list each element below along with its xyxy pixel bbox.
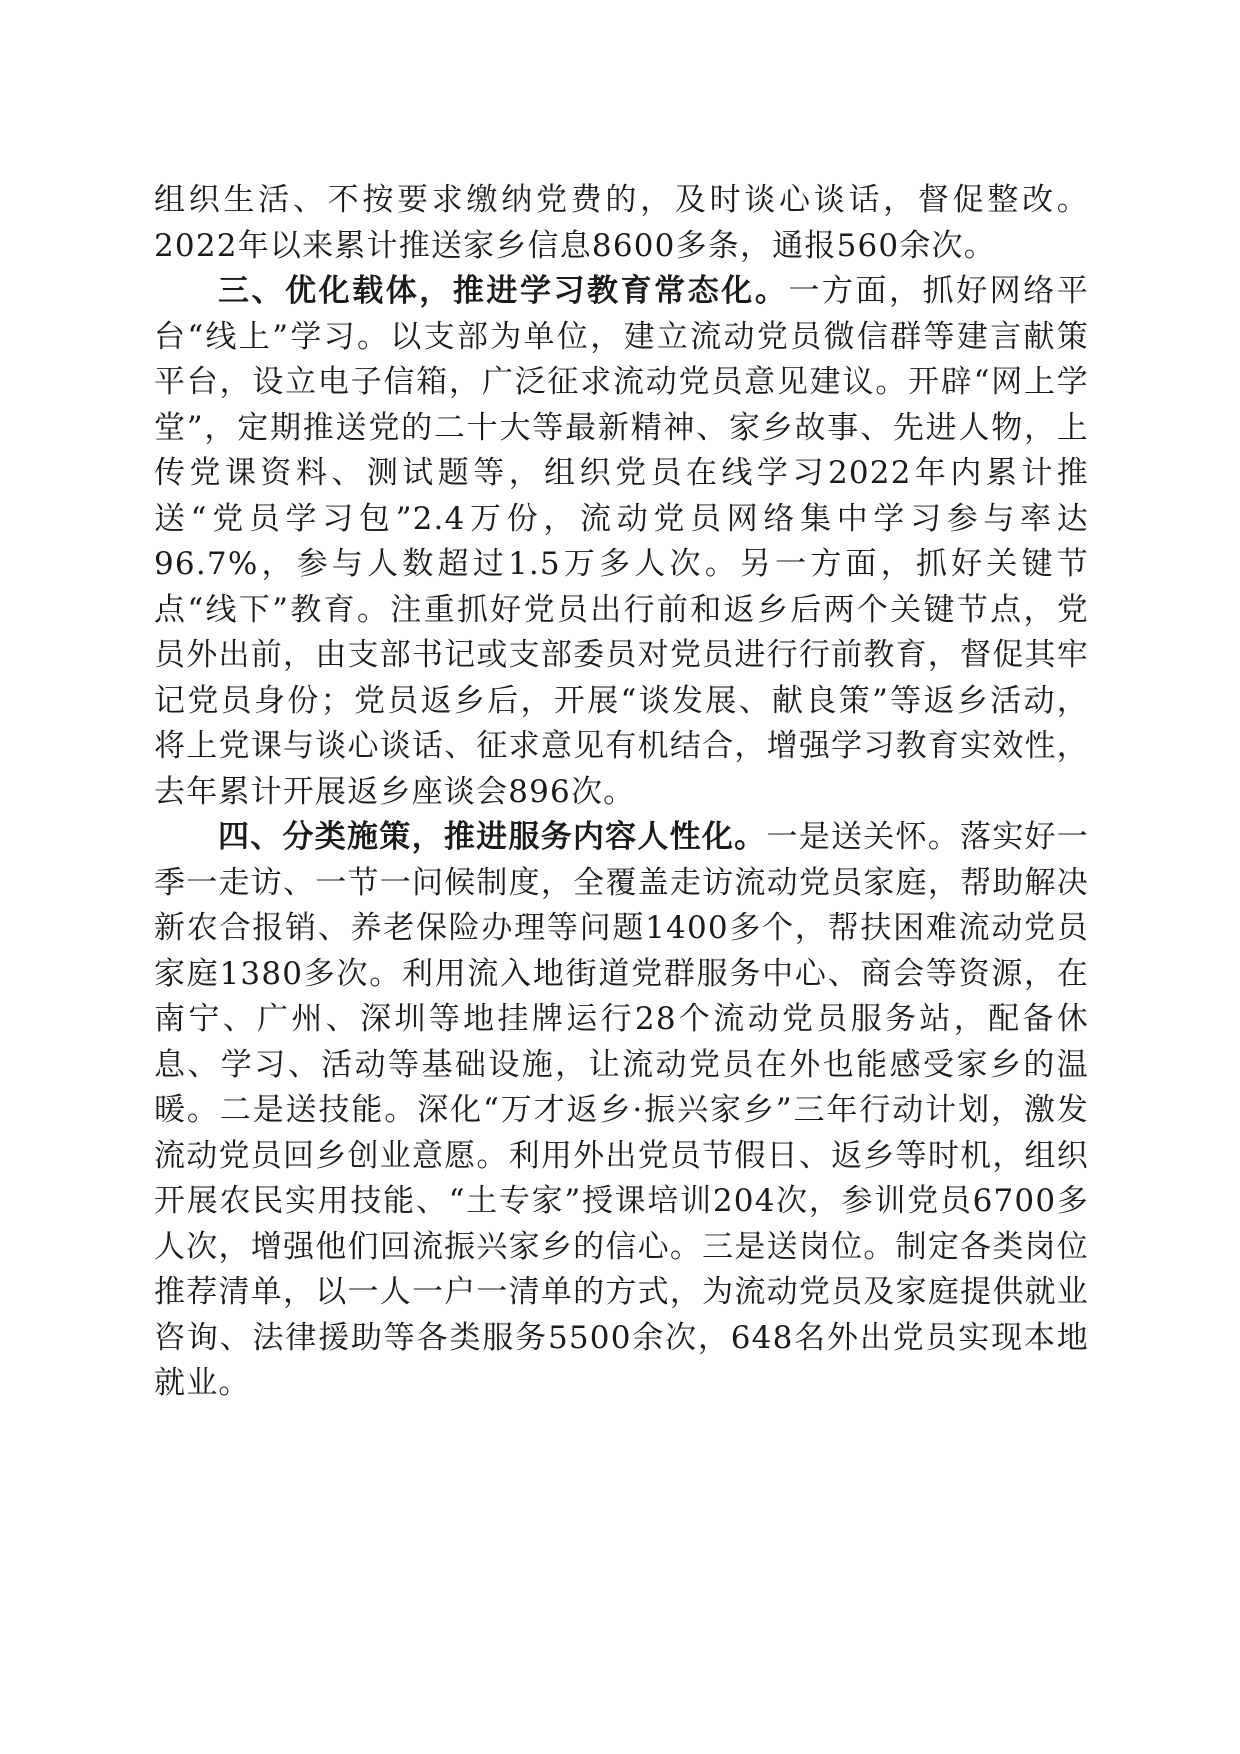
- document-body: [154, 178, 1089, 1407]
- paragraph-section-four: [154, 815, 1089, 1407]
- section-heading: 四、分类施策，推进服务内容人性化。: [218, 819, 767, 855]
- section-heading: 三、优化载体，推进学习教育常态化。: [218, 273, 789, 309]
- paragraph-text: 组织生活、不按要求缴纳党费的，及时谈心谈话，督促整改。2022年以来累计推送家乡信息8600多条，通报560余次。: [154, 182, 1089, 264]
- paragraph-text: 一方面，抓好网络平台“线上”学习。以支部为单位，建立流动党员微信群等建言献策平台，设立电子信箱，广泛征求流动党员意见建议。开辟“网上学堂”，定期推送党的二十大等最新精神、家乡故事、先进人物，上传党课资料、测试题等，组织党员在线学习2022年内累计推送“党员学习包”2.4万份，流动党员网络集中学习参与率达96.7%，参与人数超过1.5万多人次。另一方面，抓好关键节点“线下”教育。注重抓好党员出行前和返乡后两个关键节点，党员外出前，由支部书记或支部委员对党员进行行前教育，督促其牢记党员身份；党员返乡后，开展“谈发展、献良策”等返乡活动，将上党课与谈心谈话、征求意见有机结合，增强学习教育实效性，去年累计开展返乡座谈会896次。: [154, 273, 1089, 810]
- paragraph-continuation: [154, 178, 1089, 269]
- paragraph-section-three: [154, 269, 1089, 815]
- paragraph-text: 一是送关怀。落实好一季一走访、一节一问候制度，全覆盖走访流动党员家庭，帮助解决新农合报销、养老保险办理等问题1400多个，帮扶困难流动党员家庭1380多次。利用流入地街道党群服务中心、商会等资源，在南宁、广州、深圳等地挂牌运行28个流动党员服务站，配备休息、学习、活动等基础设施，让流动党员在外也能感受家乡的温暖。二是送技能。深化“万才返乡·振兴家乡”三年行动计划，激发流动党员回乡创业意愿。利用外出党员节假日、返乡等时机，组织开展农民实用技能、“土专家”授课培训204次，参训党员6700多人次，增强他们回流振兴家乡的信心。三是送岗位。制定各类岗位推荐清单，以一人一户一清单的方式，为流动党员及家庭提供就业咨询、法律援助等各类服务5500余次，648名外出党员实现本地就业。: [154, 819, 1090, 1401]
